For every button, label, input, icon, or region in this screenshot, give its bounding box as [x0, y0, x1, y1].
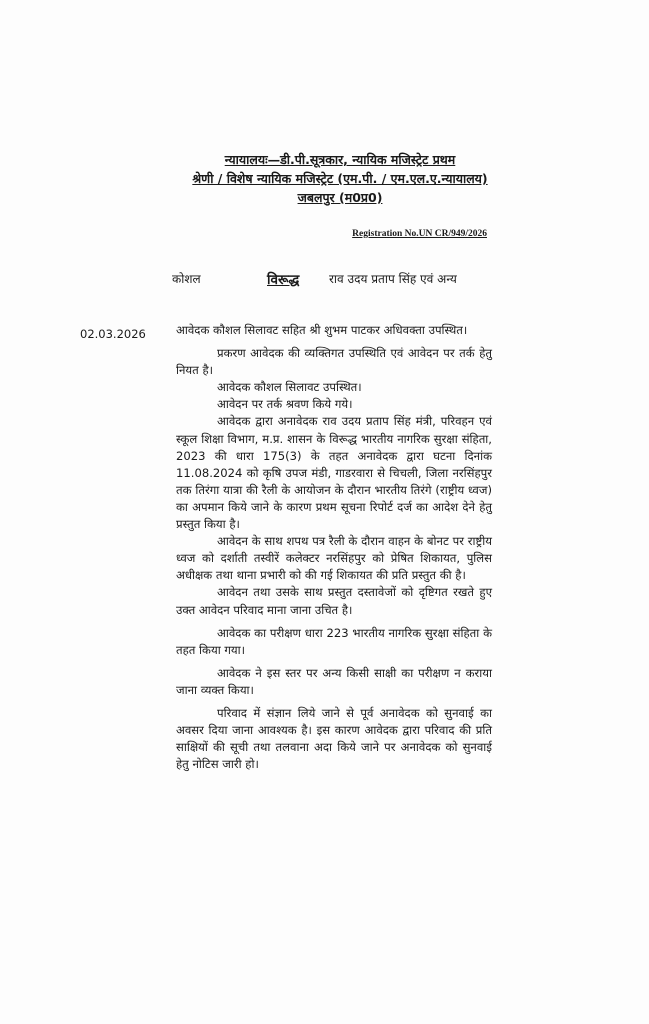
order-paragraph: आवेदन पर तर्क श्रवण किये गये।	[217, 397, 353, 412]
complainant-name: कोशल	[172, 272, 201, 286]
order-body	[176, 322, 492, 773]
order-paragraph: आवेदक ने इस स्तर पर अन्य किसी साक्षी का परीक्षण न कराया जाना व्यक्त किया।	[176, 665, 492, 697]
order-date: 02.03.2026	[80, 327, 146, 341]
court-header	[150, 150, 530, 207]
order-paragraph: आवेदक द्वारा अनावेदक राव उदय प्रताप सिंह मंत्री, परिवहन एवं स्कूल शिक्षा विभाग, म.प्र. शासन के विरूद्ध भारतीय नागरिक सुरक्षा संहिता, 2023 की धारा 175(3) के तहत अनावेदक द्वारा घटना दिनांक 11.08.2024 को कृषि उपज मंडी, गाडरवारा से चिचली, जिला नरसिंहपुर तक तिरंगा यात्रा की रैली के आयोजन के दौरान भारतीय तिरंगे (राष्ट्रीय ध्वज) का अपमान किये जाने के कारण प्रथम सूचना रिपोर्ट दर्ज का आदेश देने हेतु प्रस्तुत किया है।	[176, 414, 492, 532]
order-paragraph: आवेदक का परीक्षण धारा 223 भारतीय नागरिक सुरक्षा संहिता के तहत किया गया।	[176, 625, 492, 657]
court-header-line-1: न्यायालयः—डी.पी.सूत्रकार, न्यायिक मजिस्ट्रेट प्रथम	[224, 152, 456, 167]
order-paragraph: आवेदन के साथ शपथ पत्र रैली के दौरान वाहन के बोनट पर राष्ट्रीय ध्वज को दर्शाती तस्वीरें कलेक्टर नरसिंहपुर को प्रेषित शिकायत, पुलिस अधीक्षक तथा थाना प्रभारी को की गई शिकायत की प्रति प्रस्तुत की है।	[176, 534, 492, 583]
registration-number: Registration No.UN CR/949/2026	[352, 229, 487, 239]
order-paragraph: परिवाद में संज्ञान लिये जाने से पूर्व अनावेदक को सुनवाई का अवसर दिया जाना आवश्यक है। इस कारण आवेदक द्वारा परिवाद की प्रति साक्षियों की सूची तथा तलवाना अदा किये जाने पर अनावेदक को सुनवाई हेतु नोटिस जारी हो।	[176, 705, 492, 772]
case-parties	[172, 270, 492, 290]
order-paragraph: आवेदक कौशल सिलावट उपस्थित।	[217, 380, 362, 395]
order-paragraph: प्रकरण आवेदक की व्यक्तिगत उपस्थिति एवं आवेदन पर तर्क हेतु नियत है।	[176, 346, 492, 378]
respondent-name: राव उदय प्रताप सिंह एवं अन्य	[329, 272, 457, 286]
order-paragraph: आवेदक कौशल सिलावट सहित श्री शुभम पाटकर अधिवक्ता उपस्थित।	[176, 323, 468, 337]
court-header-line-3: जबलपुर (म0प्र0)	[297, 190, 383, 205]
versus-label: विरूद्ध	[267, 272, 300, 288]
court-header-line-2: श्रेणी / विशेष न्यायिक मजिस्ट्रेट (एम.पी. / एम.एल.ए.न्यायालय)	[192, 171, 488, 186]
order-paragraph: आवेदन तथा उसके साथ प्रस्तुत दस्तावेजों को दृष्टिगत रखते हुए उक्त आवेदन परिवाद माना जाना उचित है।	[176, 585, 492, 617]
